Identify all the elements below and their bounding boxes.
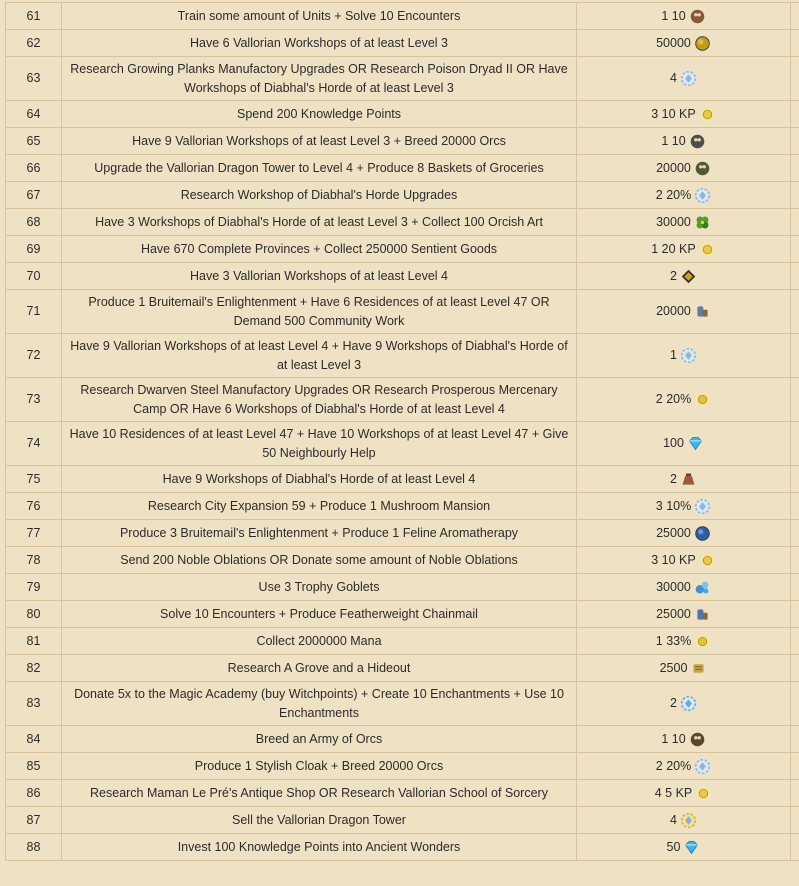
quest-requirement: Have 6 Vallorian Workshops of at least Level 3 bbox=[62, 30, 577, 57]
table-row bbox=[6, 628, 799, 655]
empty-cell bbox=[791, 807, 799, 834]
quest-reward bbox=[577, 655, 791, 682]
quest-requirement: Research City Expansion 59 + Produce 1 Mushroom Mansion bbox=[62, 493, 577, 520]
quest-number: 66 bbox=[6, 155, 62, 182]
reward-text: 25000 bbox=[656, 525, 691, 540]
quest-requirement: Have 9 Workshops of Diabhal's Horde of at least Level 4 bbox=[62, 466, 577, 493]
gear-crystal-icon bbox=[694, 187, 711, 204]
quest-number: 63 bbox=[6, 57, 62, 101]
reward-text: 2 bbox=[670, 268, 677, 283]
gear-crystal-icon bbox=[680, 70, 697, 87]
empty-cell bbox=[791, 57, 799, 101]
table-row bbox=[6, 182, 799, 209]
quest-requirement: Use 3 Trophy Goblets bbox=[62, 574, 577, 601]
quest-number: 67 bbox=[6, 182, 62, 209]
quest-requirement: Research Growing Planks Manufactory Upgrades OR Research Poison Dryad II OR Have Workshops of Diabhal's Horde of at least Level 3 bbox=[62, 57, 577, 101]
empty-cell bbox=[791, 236, 799, 263]
quest-number: 82 bbox=[6, 655, 62, 682]
quest-requirement: Spend 200 Knowledge Points bbox=[62, 101, 577, 128]
quest-table bbox=[5, 2, 799, 861]
table-row bbox=[6, 601, 799, 628]
orc-face-icon bbox=[689, 731, 706, 748]
reward-text: 4 bbox=[670, 812, 677, 827]
quest-reward bbox=[577, 726, 791, 753]
table-row bbox=[6, 807, 799, 834]
table-row bbox=[6, 236, 799, 263]
potion-icon bbox=[694, 606, 711, 623]
empty-cell bbox=[791, 726, 799, 753]
reward-text: 20000 bbox=[656, 304, 691, 318]
quest-reward bbox=[577, 780, 791, 807]
empty-cell bbox=[791, 422, 799, 466]
table-row bbox=[6, 334, 799, 378]
knowledge-sun-icon bbox=[699, 106, 716, 123]
empty-cell bbox=[791, 182, 799, 209]
reward-text: 1 10 bbox=[661, 731, 686, 746]
quest-requirement: Breed an Army of Orcs bbox=[62, 726, 577, 753]
empty-cell bbox=[791, 263, 799, 290]
quest-reward bbox=[577, 30, 791, 57]
quest-number: 77 bbox=[6, 520, 62, 547]
quest-requirement: Produce 3 Bruitemail's Enlightenment + Produce 1 Feline Aromatherapy bbox=[62, 520, 577, 547]
quest-number: 69 bbox=[6, 236, 62, 263]
quest-number: 80 bbox=[6, 601, 62, 628]
diamond-icon bbox=[683, 839, 700, 856]
reward-text: 1 10 bbox=[661, 8, 686, 23]
quest-number: 87 bbox=[6, 807, 62, 834]
empty-cell bbox=[791, 655, 799, 682]
quest-reward bbox=[577, 290, 791, 334]
empty-cell bbox=[791, 780, 799, 807]
quest-number: 76 bbox=[6, 493, 62, 520]
table-row bbox=[6, 655, 799, 682]
reward-text: 50 bbox=[666, 839, 681, 854]
reward-text: 3 10 KP bbox=[651, 552, 696, 567]
quest-requirement: Send 200 Noble Oblations OR Donate some amount of Noble Oblations bbox=[62, 547, 577, 574]
quest-number: 83 bbox=[6, 682, 62, 726]
quest-reward bbox=[577, 128, 791, 155]
table-row bbox=[6, 493, 799, 520]
quest-requirement: Sell the Vallorian Dragon Tower bbox=[62, 807, 577, 834]
quest-reward bbox=[577, 155, 791, 182]
quest-number: 73 bbox=[6, 378, 62, 422]
quest-reward bbox=[577, 236, 791, 263]
claw-icon bbox=[689, 8, 706, 25]
reward-text: 4 5 KP bbox=[654, 785, 693, 800]
quest-reward bbox=[577, 834, 791, 861]
empty-cell bbox=[791, 290, 799, 334]
reward-text: 1 bbox=[670, 348, 677, 362]
empty-cell bbox=[791, 628, 799, 655]
table-row bbox=[6, 378, 799, 422]
gear-crystal-icon bbox=[694, 758, 711, 775]
table-row bbox=[6, 263, 799, 290]
quest-reward bbox=[577, 3, 791, 30]
quest-requirement: Solve 10 Encounters + Produce Featherweight Chainmail bbox=[62, 601, 577, 628]
table-row bbox=[6, 30, 799, 57]
tools-icon bbox=[694, 303, 711, 320]
quest-reward bbox=[577, 682, 791, 726]
quest-reward bbox=[577, 601, 791, 628]
quest-number: 81 bbox=[6, 628, 62, 655]
table-row bbox=[6, 128, 799, 155]
empty-cell bbox=[791, 334, 799, 378]
diamond-badge-icon bbox=[680, 268, 697, 285]
empty-cell bbox=[791, 493, 799, 520]
quest-reward bbox=[577, 209, 791, 236]
empty-cell bbox=[791, 155, 799, 182]
quest-number: 79 bbox=[6, 574, 62, 601]
empty-cell bbox=[791, 574, 799, 601]
orb-icon bbox=[694, 525, 711, 542]
table-row bbox=[6, 3, 799, 30]
knowledge-sun-icon bbox=[699, 241, 716, 258]
table-row bbox=[6, 682, 799, 726]
quest-number: 62 bbox=[6, 30, 62, 57]
empty-cell bbox=[791, 378, 799, 422]
table-row bbox=[6, 834, 799, 861]
table-row bbox=[6, 466, 799, 493]
table-row bbox=[6, 57, 799, 101]
table-row bbox=[6, 520, 799, 547]
gold-gear-icon bbox=[694, 391, 711, 408]
quest-number: 75 bbox=[6, 466, 62, 493]
reward-text: 100 bbox=[663, 436, 684, 450]
quest-number: 84 bbox=[6, 726, 62, 753]
knowledge-sun-icon bbox=[695, 785, 712, 802]
quest-reward bbox=[577, 182, 791, 209]
gear-crystal-icon bbox=[680, 347, 697, 364]
reward-text: 2 bbox=[670, 471, 677, 486]
empty-cell bbox=[791, 520, 799, 547]
reward-text: 2 20% bbox=[655, 187, 692, 202]
empty-cell bbox=[791, 101, 799, 128]
quest-requirement: Donate 5x to the Magic Academy (buy Witchpoints) + Create 10 Enchantments + Use 10 Enchantments bbox=[62, 682, 577, 726]
quest-requirement: Have 10 Residences of at least Level 47 + Have 10 Workshops of at least Level 47 + Give 50 Neighbourly Help bbox=[62, 422, 577, 466]
reward-text: 2500 bbox=[659, 660, 688, 675]
empty-cell bbox=[791, 601, 799, 628]
quest-requirement: Research Workshop of Diabhal's Horde Upgrades bbox=[62, 182, 577, 209]
quest-requirement: Research Maman Le Pré's Antique Shop OR Research Vallorian School of Sorcery bbox=[62, 780, 577, 807]
quest-requirement: Produce 1 Stylish Cloak + Breed 20000 Orcs bbox=[62, 753, 577, 780]
blue-crystal-icon bbox=[680, 695, 697, 712]
quest-reward bbox=[577, 493, 791, 520]
quest-number: 64 bbox=[6, 101, 62, 128]
scroll-icon bbox=[690, 660, 707, 677]
quest-reward bbox=[577, 422, 791, 466]
table-row bbox=[6, 209, 799, 236]
quest-requirement: Have 670 Complete Provinces + Collect 250000 Sentient Goods bbox=[62, 236, 577, 263]
reward-text: 2 20% bbox=[655, 758, 692, 773]
quest-requirement: Produce 1 Bruitemail's Enlightenment + Have 6 Residences of at least Level 47 OR Demand 500 Community Work bbox=[62, 290, 577, 334]
gold-gear-icon bbox=[694, 633, 711, 650]
quest-reward bbox=[577, 520, 791, 547]
quest-reward bbox=[577, 334, 791, 378]
diamond-icon bbox=[687, 435, 704, 452]
gold-crystal-icon bbox=[680, 812, 697, 829]
quest-requirement: Research A Grove and a Hideout bbox=[62, 655, 577, 682]
quest-number: 72 bbox=[6, 334, 62, 378]
quest-reward bbox=[577, 57, 791, 101]
quest-requirement: Research Dwarven Steel Manufactory Upgrades OR Research Prosperous Mercenary Camp OR Have 6 Workshops of Diabhal's Horde of at least Level 4 bbox=[62, 378, 577, 422]
reward-text: 25000 bbox=[656, 606, 691, 621]
quest-reward bbox=[577, 574, 791, 601]
quest-number: 88 bbox=[6, 834, 62, 861]
quest-requirement: Have 3 Workshops of Diabhal's Horde of at least Level 3 + Collect 100 Orcish Art bbox=[62, 209, 577, 236]
quest-reward bbox=[577, 101, 791, 128]
reward-text: 30000 bbox=[656, 214, 691, 229]
quest-reward bbox=[577, 628, 791, 655]
reward-text: 1 33% bbox=[655, 633, 692, 648]
table-row bbox=[6, 574, 799, 601]
empty-cell bbox=[791, 209, 799, 236]
empty-cell bbox=[791, 547, 799, 574]
reward-text: 3 10% bbox=[655, 498, 692, 513]
empty-cell bbox=[791, 682, 799, 726]
quest-number: 85 bbox=[6, 753, 62, 780]
quest-number: 61 bbox=[6, 3, 62, 30]
quest-reward bbox=[577, 378, 791, 422]
quest-number: 78 bbox=[6, 547, 62, 574]
knowledge-sun-icon bbox=[699, 552, 716, 569]
quest-reward bbox=[577, 547, 791, 574]
empty-cell bbox=[791, 753, 799, 780]
sack-icon bbox=[680, 471, 697, 488]
quest-reward bbox=[577, 263, 791, 290]
empty-cell bbox=[791, 466, 799, 493]
empty-cell bbox=[791, 30, 799, 57]
quest-requirement: Invest 100 Knowledge Points into Ancient Wonders bbox=[62, 834, 577, 861]
table-row bbox=[6, 290, 799, 334]
quest-requirement: Have 3 Vallorian Workshops of at least Level 4 bbox=[62, 263, 577, 290]
quest-number: 68 bbox=[6, 209, 62, 236]
bubbles-icon bbox=[694, 579, 711, 596]
quest-number: 65 bbox=[6, 128, 62, 155]
quest-requirement: Have 9 Vallorian Workshops of at least Level 4 + Have 9 Workshops of Diabhal's Horde of at least Level 3 bbox=[62, 334, 577, 378]
quest-number: 86 bbox=[6, 780, 62, 807]
table-row bbox=[6, 547, 799, 574]
quest-requirement: Collect 2000000 Mana bbox=[62, 628, 577, 655]
reward-text: 30000 bbox=[656, 579, 691, 594]
clover-icon bbox=[694, 214, 711, 231]
quest-requirement: Have 9 Vallorian Workshops of at least Level 3 + Breed 20000 Orcs bbox=[62, 128, 577, 155]
table-row bbox=[6, 155, 799, 182]
table-row bbox=[6, 753, 799, 780]
table-row bbox=[6, 422, 799, 466]
reward-text: 1 10 bbox=[661, 133, 686, 148]
empty-cell bbox=[791, 3, 799, 30]
quest-number: 70 bbox=[6, 263, 62, 290]
table-row bbox=[6, 726, 799, 753]
orc-head-icon bbox=[694, 160, 711, 177]
reward-text: 2 bbox=[670, 696, 677, 710]
quest-reward bbox=[577, 807, 791, 834]
reward-text: 20000 bbox=[656, 160, 691, 175]
table-row bbox=[6, 780, 799, 807]
reward-text: 1 20 KP bbox=[651, 241, 696, 256]
reward-text: 50000 bbox=[656, 35, 691, 50]
gear-crystal-icon bbox=[694, 498, 711, 515]
coin-icon bbox=[694, 35, 711, 52]
quest-reward bbox=[577, 466, 791, 493]
empty-cell bbox=[791, 128, 799, 155]
empty-cell bbox=[791, 834, 799, 861]
quest-number: 71 bbox=[6, 290, 62, 334]
quest-reward bbox=[577, 753, 791, 780]
reward-text: 4 bbox=[670, 71, 677, 85]
table-row bbox=[6, 101, 799, 128]
orc-weapon-icon bbox=[689, 133, 706, 150]
reward-text: 2 20% bbox=[655, 392, 692, 406]
quest-requirement: Train some amount of Units + Solve 10 Encounters bbox=[62, 3, 577, 30]
reward-text: 3 10 KP bbox=[651, 106, 696, 121]
quest-requirement: Upgrade the Vallorian Dragon Tower to Level 4 + Produce 8 Baskets of Groceries bbox=[62, 155, 577, 182]
quest-table-body bbox=[6, 3, 799, 861]
quest-number: 74 bbox=[6, 422, 62, 466]
